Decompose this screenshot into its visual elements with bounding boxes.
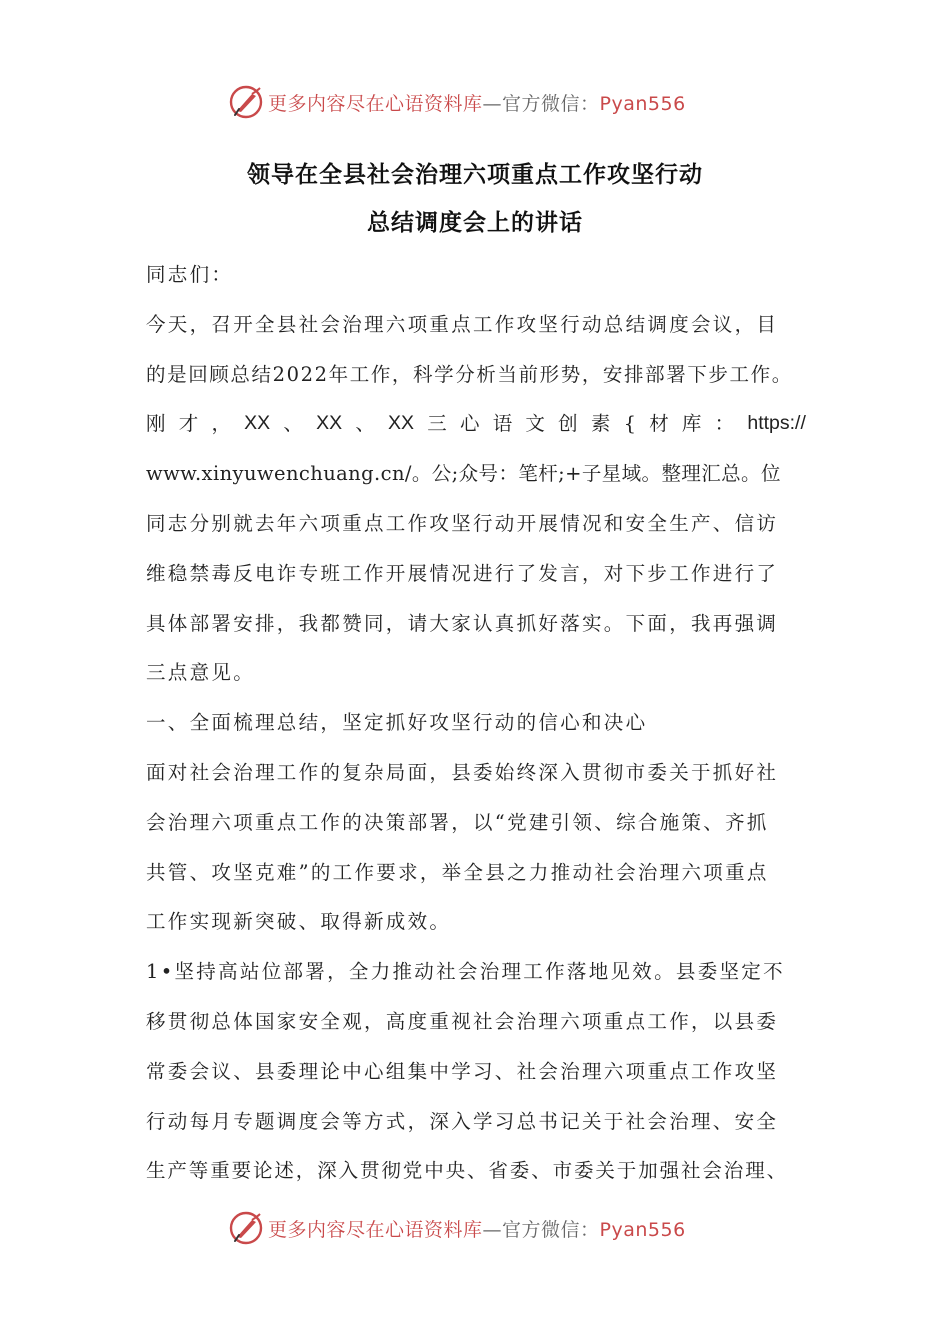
- watermark-dash: —: [482, 92, 503, 115]
- body-line: 维稳禁毒反电诈专班工作开展情况进行了发言，对下步工作进行了: [146, 561, 779, 585]
- body-line-char: 、: [355, 412, 375, 436]
- body-line-char: 才: [178, 412, 199, 436]
- watermark-site-name: 更多内容尽在心语资料库: [268, 1218, 483, 1241]
- body-line-char: 库: [681, 412, 702, 436]
- body-line-spread: [146, 399, 806, 449]
- body-line-char: XX: [316, 412, 343, 435]
- document-title-line-2: 总结调度会上的讲话: [367, 210, 583, 236]
- body-line: 共管、攻坚克难”的工作要求，举全县之力推动社会治理六项重点: [146, 860, 769, 884]
- body-line-char: 三: [427, 412, 447, 436]
- body-line: www.xinyuwenchuang.cn/。公;众号：笔杆;+子星域。整理汇总。位: [146, 462, 781, 486]
- body-line: 常委会议、县委理论中心组集中学习、社会治理六项重点工作攻坚: [146, 1059, 779, 1083]
- quill-pen-logo-icon: [228, 1210, 264, 1246]
- body-line-char: {: [623, 412, 636, 436]
- body-line-char: ，: [211, 412, 231, 436]
- body-line: 同志分别就去年六项重点工作攻坚行动开展情况和安全生产、信访: [146, 511, 779, 535]
- body-line-char: 心: [459, 412, 480, 436]
- body-line-char: https://: [747, 412, 806, 435]
- section-heading: 一、全面梳理总结，坚定抓好攻坚行动的信心和决心: [146, 711, 648, 735]
- body-line: 的是回顾总结2022年工作，科学分析当前形势，安排部署下步工作。: [146, 362, 793, 386]
- body-line: 会治理六项重点工作的决策部署，以“党建引领、综合施策、齐抓: [146, 810, 769, 834]
- body-line-char: 语: [492, 412, 513, 436]
- watermark-banner-bottom: [228, 1208, 748, 1248]
- watermark-official-label: 官方微信：: [502, 1218, 600, 1241]
- document-body: [146, 250, 806, 1196]
- body-line: 生产等重要论述，深入贯彻党中央、省委、市委关于加强社会治理、: [146, 1159, 789, 1183]
- document-title-line-1: 领导在全县社会治理六项重点工作攻坚行动: [247, 162, 703, 188]
- body-line-char: 素: [590, 412, 611, 436]
- watermark-wechat-id: Pyan556: [599, 92, 686, 115]
- body-line-char: 创: [558, 412, 578, 436]
- body-line: 三点意见。: [146, 661, 256, 685]
- body-line-char: 、: [283, 412, 303, 436]
- body-line: 今天，召开全县社会治理六项重点工作攻坚行动总结调度会议，目: [146, 312, 779, 336]
- body-line-char: XX: [388, 412, 415, 435]
- body-line-char: 材: [649, 412, 669, 436]
- body-line: 具体部署安排，我都赞同，请大家认真抓好落实。下面，我再强调: [146, 611, 779, 635]
- body-line-char: 刚: [146, 412, 166, 436]
- body-line-char: XX: [244, 412, 271, 435]
- body-line: 行动每月专题调度会等方式，深入学习总书记关于社会治理、安全: [146, 1109, 779, 1133]
- watermark-site-name: 更多内容尽在心语资料库: [268, 92, 483, 115]
- watermark-official-label: 官方微信：: [502, 92, 600, 115]
- body-line: 面对社会治理工作的复杂局面，县委始终深入贯彻市委关于抓好社: [146, 760, 779, 784]
- watermark-banner-top: [228, 82, 748, 122]
- watermark-wechat-id: Pyan556: [599, 1218, 686, 1241]
- body-line-char: 文: [525, 412, 545, 436]
- body-line: 移贯彻总体国家安全观，高度重视社会治理六项重点工作，以县委: [146, 1009, 779, 1033]
- watermark-dash: —: [482, 1218, 503, 1241]
- body-line-char: ：: [714, 412, 735, 436]
- subsection-line: 1•坚持高站位部署，全力推动社会治理工作落地见效。县委坚定不: [146, 960, 785, 984]
- watermark-text: [268, 89, 686, 116]
- watermark-text: [268, 1215, 686, 1242]
- body-line: 工作实现新突破、取得新成效。: [146, 910, 452, 934]
- salutation: 同志们：: [146, 263, 234, 286]
- quill-pen-logo-icon: [228, 84, 264, 120]
